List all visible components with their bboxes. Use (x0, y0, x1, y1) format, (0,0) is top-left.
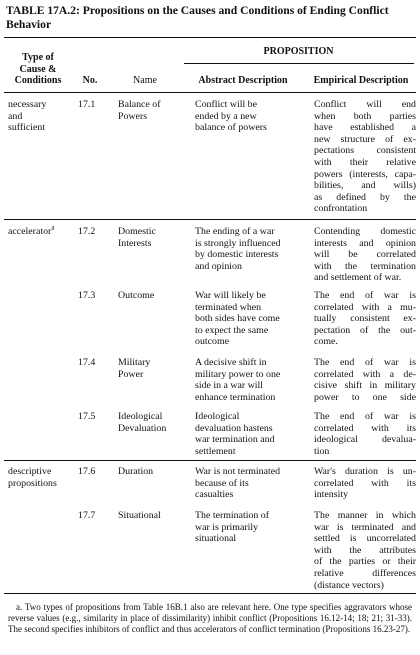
row-17-4-no: 17.4 (78, 357, 96, 368)
row-17-5-no: 17.5 (78, 411, 96, 422)
row-17-5-abstract: Ideological devaluation hastens war termination and settlement (195, 411, 275, 457)
row-17-2-abstract: The ending of a war is strongly influenced by domestic interests and opinion (195, 226, 281, 272)
top-rule (4, 37, 416, 38)
row-17-2-no: 17.2 (78, 226, 96, 237)
row-17-1-name: Balance of Powers (118, 99, 161, 122)
row-17-7-empirical: The manner in which war is terminated and settled is uncorrelated with the attributes of the parties or their relative differences (distance vectors) (314, 510, 416, 591)
footnote: a. Two types of propositions from Table 16B.1 also are relevant here. One type specifies aggravators whose reverse values (e.g., similarity in place of dissimilarity) inhibit conflict (Propositions 16.12-14; 18; 21; 31-33). The second specifies inhibitors of conflict and thus accelerators of conflict termination (Propositions 16.23-27). (8, 602, 412, 634)
header-empirical: Empirical Description (313, 75, 409, 86)
row-17-5-empirical: The end of war is correlated with its ideological devalua- tion (314, 411, 416, 457)
row-17-6-abstract: War is not terminated because of its casualties (195, 466, 281, 501)
header-rule (4, 92, 416, 93)
row-17-4-name: Military Power (118, 357, 151, 380)
header-no: No. (82, 75, 98, 86)
table-title-text: Propositions on the Causes and Conditions of Ending Conflict Behavior (6, 4, 389, 31)
row-17-1-empirical: Conflict will end when both parties have established a new structure of ex- pectations consistent with their relative powers (interests, capa- bilities, and wills) as defined by the confrontation (314, 99, 416, 215)
row-17-2-name: Domestic Interests (118, 226, 156, 249)
row-17-4-abstract: A decisive shift in military power to one side in a war will enhance termination (195, 357, 281, 403)
row-17-2-empirical: Contending domestic interests and opinion will be correlated with the termination and settlement of war. (314, 226, 416, 284)
row-17-3-abstract: War will likely be terminated when both sides have come to expect the same outcome (195, 290, 280, 348)
row-17-1-no: 17.1 (78, 99, 96, 110)
row-17-3-no: 17.3 (78, 290, 96, 301)
row-17-7-name: Situational (118, 510, 161, 521)
header-proposition: PROPOSITION (263, 46, 334, 57)
row-17-4-empirical: The end of war is correlated with a de- cisive shift in military power to one side (314, 357, 416, 403)
group-rule-1 (4, 219, 416, 220)
header-abstract: Abstract Description (198, 75, 288, 86)
group-accelerator: accelerator$^a$ (8, 223, 55, 237)
row-17-6-name: Duration (118, 466, 154, 477)
row-17-3-empirical: The end of war is correlated with a mu- tually consistent ex- pectation of the out- come. (314, 290, 416, 348)
table-number: TABLE 17A.2: (6, 4, 80, 17)
row-17-7-abstract: The termination of war is primarily situational (195, 510, 270, 545)
group-necessary: necessary and sufficient (8, 99, 47, 134)
group-rule-2 (4, 460, 416, 461)
row-17-5-name: Ideological Devaluation (118, 411, 167, 434)
footnote-marker: a (51, 223, 55, 232)
row-17-6-no: 17.6 (78, 466, 96, 477)
header-type: Type of Cause & Conditions (14, 52, 62, 86)
row-17-1-abstract: Conflict will be ended by a new balance of powers (195, 99, 267, 134)
row-17-6-empirical: War's duration is un- correlated with its intensity (314, 466, 416, 501)
table-title (6, 4, 414, 31)
group-descriptive: descriptive propositions (8, 466, 57, 489)
header-name: Name (133, 75, 157, 86)
bottom-rule (4, 593, 416, 594)
row-17-3-name: Outcome (118, 290, 155, 301)
row-17-7-no: 17.7 (78, 510, 96, 521)
proposition-underline (184, 63, 414, 64)
